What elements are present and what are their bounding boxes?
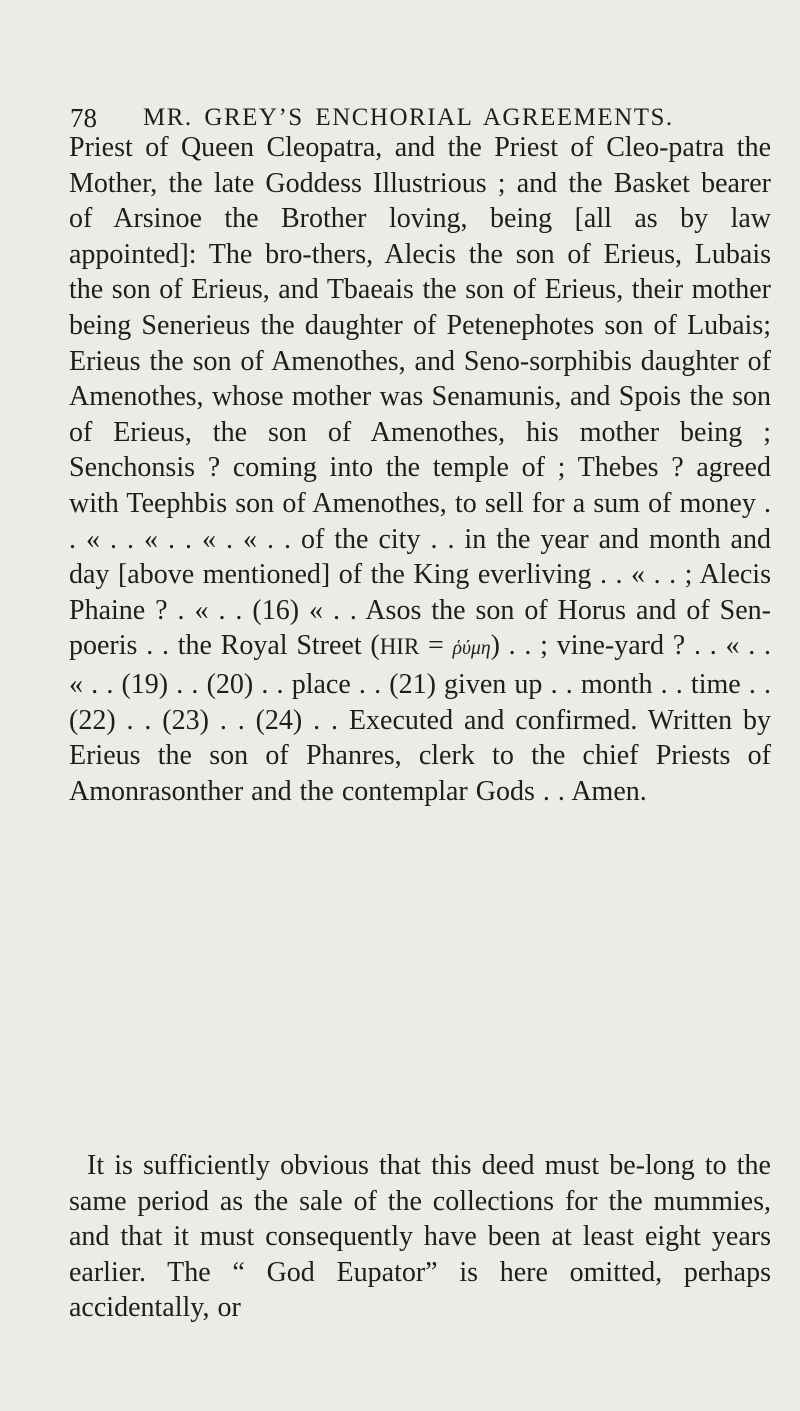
body-paragraph-1 bbox=[69, 130, 771, 809]
hir-small-caps: HIR bbox=[379, 634, 420, 660]
page-number: 78 bbox=[70, 103, 97, 133]
paragraph-2-text: It is sufficiently obvious that this deed must be-long to the same period as the sale of the collections for the mummies, and that it must consequently have been at least eight years earlier. The “ God Eupator” is here omitted, perhaps accidentally, or bbox=[69, 1150, 771, 1324]
paragraph-1-text: Priest of Queen Cleopatra, and the Priest of Cleo-patra the Mother, the late Goddess Illustrious ; and the Basket bearer of Arsinoe the Brother loving, being [all as by law appointed]: The bro-thers, Alecis the son of Erieus, Lubais the son of Erieus, and Tbaeais the son of Erieus, their mother being Senerieus the daughter of Petenephotes son of Lubais; Erieus the son of Amenothes, and Seno-sorphibis daughter of Amenothes, whose mother was Senamunis, and Spois the son of Erieus, the son of Amenothes, his mother being ; Senchonsis ? coming into the temple of ; Thebes ? agreed with Teephbis son of Amenothes, to sell for a sum of money . . « . . « . . « . « . . of the city . . in the year and month and day [above mentioned] of the King everliving . . « . . ; Alecis Phaine ? . « . . (16) « . . Asos the son of Horus and of Sen-poeris . . the Royal Street ( bbox=[69, 132, 771, 662]
greek-word-rhume: ῥύμη bbox=[452, 638, 491, 660]
equals-sign: = bbox=[419, 630, 453, 662]
running-title: MR. GREY’S ENCHORIAL AGREEMENTS. bbox=[143, 104, 674, 131]
body-paragraph-2 bbox=[69, 1148, 771, 1326]
paragraph-1-text-cont: ) . . ; vine-yard ? . . « . . « . . (19) . . (20) . . place . . (21) given up . . month . . time . . (22) . . (23) . . (24) . . Executed and confirmed. Written by Erieus the son of Phanres, clerk to the chief Priests of Amonrasonther and the contemplar Gods . . Amen. bbox=[69, 630, 771, 807]
